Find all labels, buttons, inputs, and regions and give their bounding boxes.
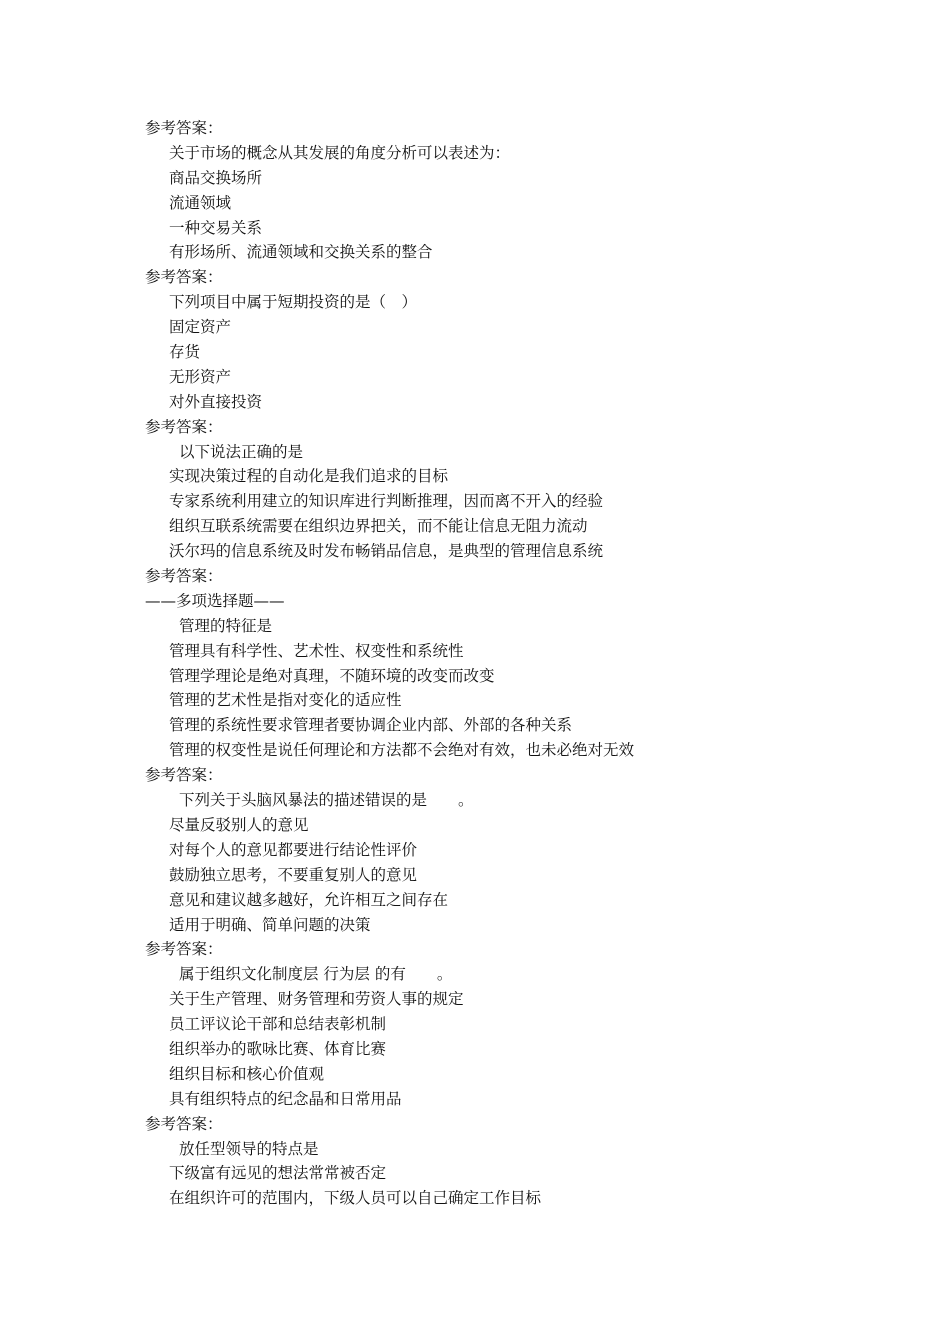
section-heading: ——多项选择题—— [145, 591, 285, 610]
option-item: 存货 [169, 343, 201, 362]
answer-label: 参考答案： [145, 567, 223, 586]
option-item: 尽量反驳别人的意见 [169, 815, 309, 834]
option-item: 对外直接投资 [169, 392, 263, 411]
document-page [0, 116, 950, 1211]
question-text: 关于市场的概念从其发展的角度分析可以表述为： [169, 143, 511, 162]
option-item: 流通领域 [169, 193, 232, 212]
option-item: 管理的权变性是说任何理论和方法都不会绝对有效，也未必绝对无效 [169, 741, 635, 760]
answer-label: 参考答案： [145, 417, 223, 436]
option-item: 适用于明确、简单问题的决策 [169, 915, 371, 934]
option-item: 管理具有科学性、艺术性、权变性和系统性 [169, 641, 464, 660]
option-item: 组织目标和核心价值观 [169, 1064, 325, 1083]
answer-label: 参考答案： [145, 119, 223, 137]
option-item: 下级富有远见的想法常常被否定 [169, 1164, 387, 1183]
option-item: 在组织许可的范围内，下级人员可以自己确定工作目标 [169, 1189, 542, 1208]
question-text: 以下说法正确的是 [179, 442, 304, 461]
option-item: 商品交换场所 [169, 168, 263, 187]
option-item: 对每个人的意见都要进行结论性评价 [169, 840, 418, 859]
option-item: 具有组织特点的纪念晶和日常用品 [169, 1089, 402, 1108]
option-item: 组织互联系统需要在组织边界把关，而不能让信息无阻力流动 [169, 517, 588, 536]
option-item: 实现决策过程的自动化是我们追求的目标 [169, 467, 449, 486]
option-item: 意见和建议越多越好，允许相互之间存在 [169, 890, 449, 909]
question-text: 属于组织文化制度层 行为层 的有 。 [179, 965, 453, 984]
answer-label: 参考答案： [145, 1114, 223, 1133]
option-item: 沃尔玛的信息系统及时发布畅销品信息，是典型的管理信息系统 [169, 542, 604, 561]
option-item: 管理学理论是绝对真理，不随环境的改变而改变 [169, 666, 495, 685]
option-item: 一种交易关系 [169, 218, 263, 237]
option-item: 员工评议论干部和总结表彰机制 [169, 1015, 387, 1034]
option-item: 鼓励独立思考，不要重复别人的意见 [169, 865, 418, 884]
question-text: 管理的特征是 [179, 616, 273, 635]
question-text: 下列项目中属于短期投资的是（ ） [169, 293, 418, 312]
option-item: 关于生产管理、财务管理和劳资人事的规定 [169, 990, 464, 1009]
option-item: 管理的艺术性是指对变化的适应性 [169, 691, 402, 710]
option-item: 管理的系统性要求管理者要协调企业内部、外部的各种关系 [169, 716, 573, 735]
answer-label: 参考答案： [145, 268, 223, 287]
option-item: 专家系统利用建立的知识库进行判断推理，因而离不开入的经验 [169, 492, 604, 511]
question-text: 下列关于头脑风暴法的描述错误的是 。 [179, 791, 474, 810]
answer-label: 参考答案： [145, 766, 223, 785]
option-item: 有形场所、流通领域和交换关系的整合 [169, 243, 433, 262]
answer-label: 参考答案： [145, 940, 223, 959]
option-item: 组织举办的歌咏比赛、体育比赛 [169, 1039, 387, 1058]
option-item: 无形资产 [169, 367, 232, 386]
question-text: 放任型领导的特点是 [179, 1139, 319, 1158]
option-item: 固定资产 [169, 318, 232, 337]
